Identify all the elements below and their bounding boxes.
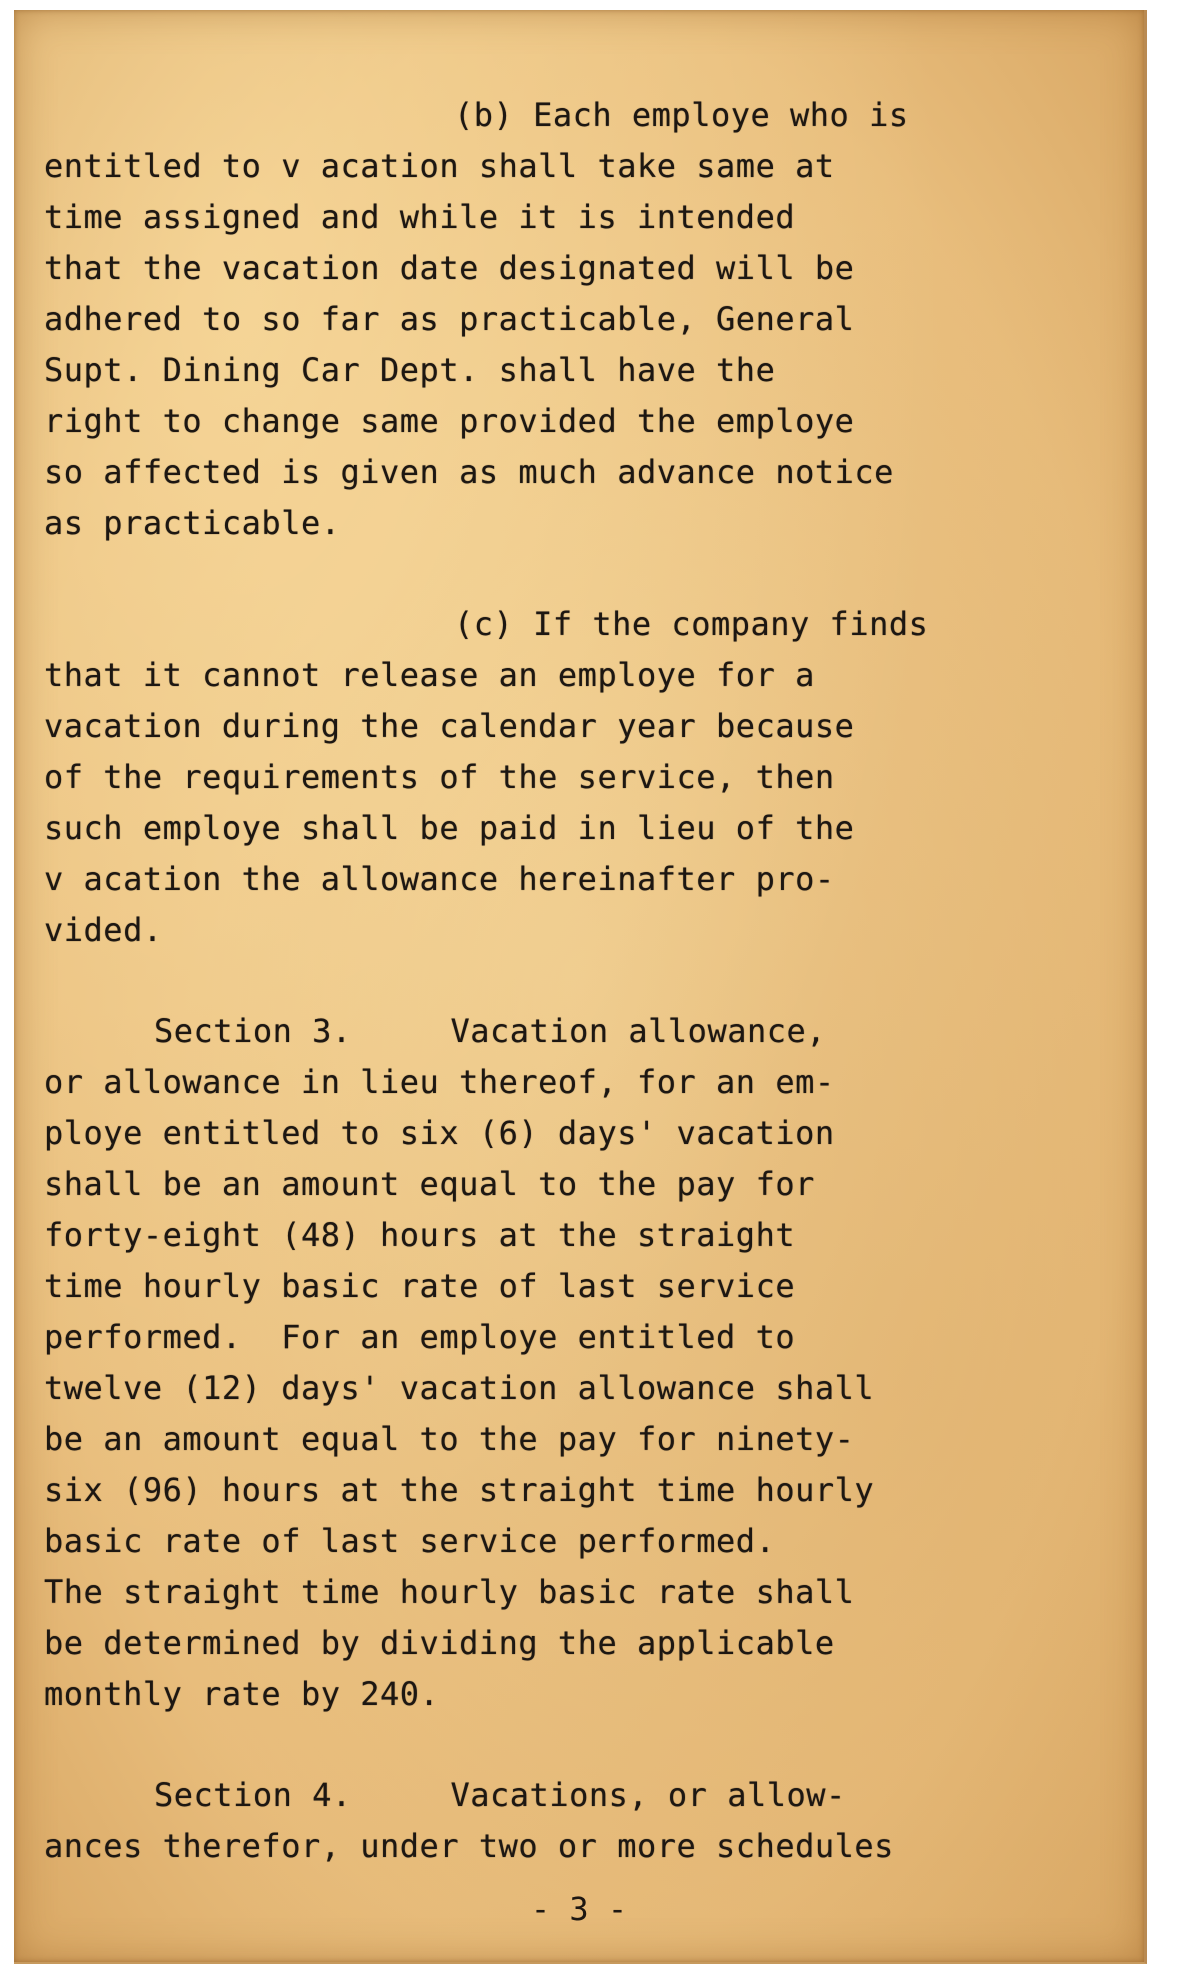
text-line: (c) If the company finds: [454, 605, 929, 643]
text-line: or allowance in lieu thereof, for an em-: [44, 1063, 835, 1101]
text-line: be determined by dividing the applicable: [44, 1624, 835, 1662]
text-line: The straight time hourly basic rate shall: [44, 1573, 855, 1611]
text-line: time hourly basic rate of last service: [44, 1267, 796, 1305]
paragraph-section-4: [44, 1770, 1134, 1872]
text-line: performed. For an employe entitled to: [44, 1318, 796, 1356]
text-line: so affected is given as much advance notice: [44, 453, 894, 491]
text-line: adhered to so far as practicable, General: [44, 300, 855, 338]
text-line: forty-eight (48) hours at the straight: [44, 1216, 796, 1254]
text-line: entitled to v acation shall take same at: [44, 147, 835, 185]
text-line: that it cannot release an employe for a: [44, 656, 815, 694]
text-line: of the requirements of the service, then: [44, 758, 835, 796]
page-body: [44, 90, 1134, 1922]
text-line: time assigned and while it is intended: [44, 198, 796, 236]
text-line: monthly rate by 240.: [44, 1675, 440, 1713]
page-number: - 3 -: [530, 1890, 628, 1928]
text-line: vacation during the calendar year because: [44, 707, 855, 745]
text-line: ploye entitled to six (6) days' vacation: [44, 1114, 835, 1152]
paragraph-c: [44, 599, 1134, 956]
text-line: that the vacation date designated will be: [44, 249, 855, 287]
text-line: right to change same provided the employe: [44, 402, 855, 440]
text-line: Supt. Dining Car Dept. shall have the: [44, 351, 776, 389]
typed-page: [14, 10, 1147, 1964]
section-heading-line: Section 3. Vacation allowance,: [154, 1012, 827, 1050]
text-line: v acation the allowance hereinafter pro-: [44, 860, 835, 898]
text-line: vided.: [44, 911, 163, 949]
text-line: such employe shall be paid in lieu of the: [44, 809, 855, 847]
text-line: six (96) hours at the straight time hourly: [44, 1471, 875, 1509]
text-line: twelve (12) days' vacation allowance shall: [44, 1369, 875, 1407]
text-line: basic rate of last service performed.: [44, 1522, 776, 1560]
text-line: shall be an amount equal to the pay for: [44, 1165, 815, 1203]
paragraph-section-3: [44, 1006, 1134, 1720]
paragraph-b: [44, 90, 1134, 549]
text-line: be an amount equal to the pay for ninety-: [44, 1420, 855, 1458]
text-line: (b) Each employe who is: [454, 96, 909, 134]
section-heading-line: Section 4. Vacations, or allow-: [154, 1776, 846, 1814]
text-line: as practicable.: [44, 504, 341, 542]
text-line: ances therefor, under two or more schedules: [44, 1827, 894, 1865]
